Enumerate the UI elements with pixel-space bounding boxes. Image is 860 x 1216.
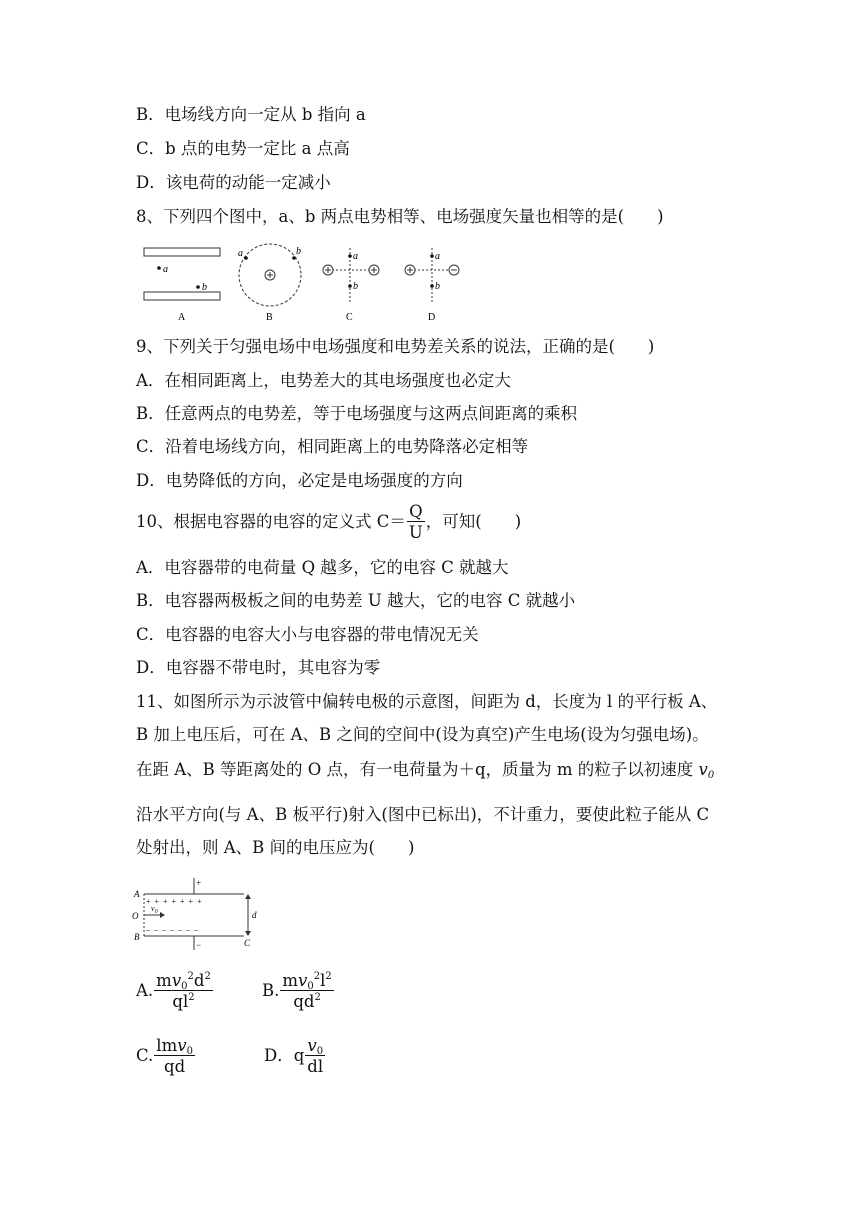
q9-option-c: C．沿着电场线方向，相同距离上的电势降落必定相等 <box>136 437 529 456</box>
fig8-label-b: B <box>266 312 273 323</box>
fig8-label-a: A <box>178 312 186 323</box>
formula-denominator: U <box>408 523 423 542</box>
q9-option-a: A．在相同距离上，电势差大的其电场强度也必定大 <box>136 371 511 390</box>
q7-option-c: C．b 点的电势一定比 a 点高 <box>136 139 350 158</box>
q11-option-a-num: $mv_0^2d^2$ <box>156 971 211 992</box>
q8-figures <box>136 240 476 326</box>
fig11-label-O: O <box>132 911 139 921</box>
fig8-d-point-b: b <box>435 281 440 292</box>
q11-option-d-label: D．q <box>264 1046 305 1065</box>
q7-option-d: D．该电荷的动能一定减小 <box>136 173 331 192</box>
q11-option-c <box>136 1033 196 1079</box>
fig8-label-c: C <box>346 312 353 323</box>
q11-option-d <box>264 1033 326 1079</box>
fig11-label-B: B <box>134 932 140 942</box>
fig8-c-point-b: b <box>353 281 358 292</box>
q11-line-2: B 加上电压后，可在 A、B 之间的空间中(设为真空)产生电场(设为匀强电场)。 <box>136 725 709 744</box>
fig11-bottom-minus: − <box>196 940 202 950</box>
q10-option-d: D．电容器不带电时，其电容为零 <box>136 658 381 677</box>
q11-line-4: 沿水平方向(与 A、B 板平行)射入(图中已标出)，不计重力，要使此粒子能从 C <box>136 805 710 824</box>
q11-line-5: 处射出，则 A、B 间的电压应为( ) <box>136 838 415 857</box>
fig11-v0: $v_0$ <box>151 904 158 915</box>
fig11-plus-row: + + + + + + + <box>146 897 202 906</box>
fig11-label-C: C <box>244 938 251 948</box>
q11-line-3-text: 在距 A、B 等距离处的 O 点，有一电荷量为＋q，质量为 m 的粒子以初速度 <box>136 760 699 779</box>
q10-stem-prefix: 10、根据电容器的电容的定义式 C＝ <box>136 512 406 531</box>
q11-option-a <box>136 968 214 1014</box>
fig8-c-point-a: a <box>353 251 358 262</box>
q9-option-d: D．电势降低的方向，必定是电场强度的方向 <box>136 471 463 490</box>
fig8-b-point-a: a <box>238 248 243 259</box>
fig11-label-A: A <box>134 889 140 899</box>
q11-line-3 <box>136 758 714 782</box>
q11-option-d-frac <box>305 1036 325 1077</box>
fig8-a-point-a: a <box>163 264 168 275</box>
fig8-d-point-a: a <box>435 251 440 262</box>
q8-stem: 8、下列四个图中，a、b 两点电势相等、电场强度矢量也相等的是( ) <box>136 207 664 226</box>
q9-stem: 9、下列关于匀强电场中电场强度和电势差关系的说法，正确的是( ) <box>136 337 655 356</box>
q11-deflection-plates-figure <box>132 874 262 950</box>
fig8-label-d: D <box>428 312 436 323</box>
v0-symbol: $v_0$ <box>698 760 715 781</box>
q11-option-b <box>262 968 335 1014</box>
q11-option-d-den: dl <box>307 1057 324 1076</box>
q11-option-a-label: A. <box>136 981 154 1000</box>
fig8-b-point-b: b <box>296 246 301 257</box>
q11-option-a-den: $ql^2$ <box>172 992 195 1011</box>
q11-option-c-num: lmv$_0$ <box>156 1036 193 1057</box>
q9-option-b: B．任意两点的电势差，等于电场强度与这两点间距离的乘积 <box>136 404 578 423</box>
q11-option-c-label: C. <box>136 1046 154 1065</box>
q7-option-b: B．电场线方向一定从 b 指向 a <box>136 105 366 124</box>
q10-stem <box>136 502 521 543</box>
q11-option-b-num: $mv_0^2l^2$ <box>282 971 332 992</box>
fig11-minus-row: – – – – – – – <box>146 925 198 934</box>
q11-option-b-den: $qd^2$ <box>293 992 321 1011</box>
q11-option-b-frac <box>280 971 333 1012</box>
q11-option-c-frac <box>154 1036 195 1077</box>
fig11-label-d: d <box>252 910 257 920</box>
q10-stem-suffix: ，可知( ) <box>425 512 522 531</box>
q10-option-a: A．电容器带的电荷量 Q 越多，它的电容 C 就越大 <box>136 558 509 577</box>
q11-line-1: 11、如图所示为示波管中偏转电极的示意图，间距为 d，长度为 l 的平行板 A、 <box>136 692 718 711</box>
fig8-a-point-b: b <box>202 282 207 293</box>
q11-option-a-frac <box>154 971 213 1012</box>
q10-option-b: B．电容器两极板之间的电势差 U 越大，它的电容 C 就越小 <box>136 591 576 610</box>
fig11-top-plus: + <box>196 878 202 888</box>
q10-option-c: C．电容器的电容大小与电容器的带电情况无关 <box>136 625 479 644</box>
formula-numerator: Q <box>407 502 425 522</box>
q11-option-d-num: $v_0$ <box>305 1036 325 1056</box>
q11-option-c-den: qd <box>164 1057 186 1076</box>
q11-option-b-label: B. <box>262 981 280 1000</box>
capacitance-formula <box>407 502 425 543</box>
